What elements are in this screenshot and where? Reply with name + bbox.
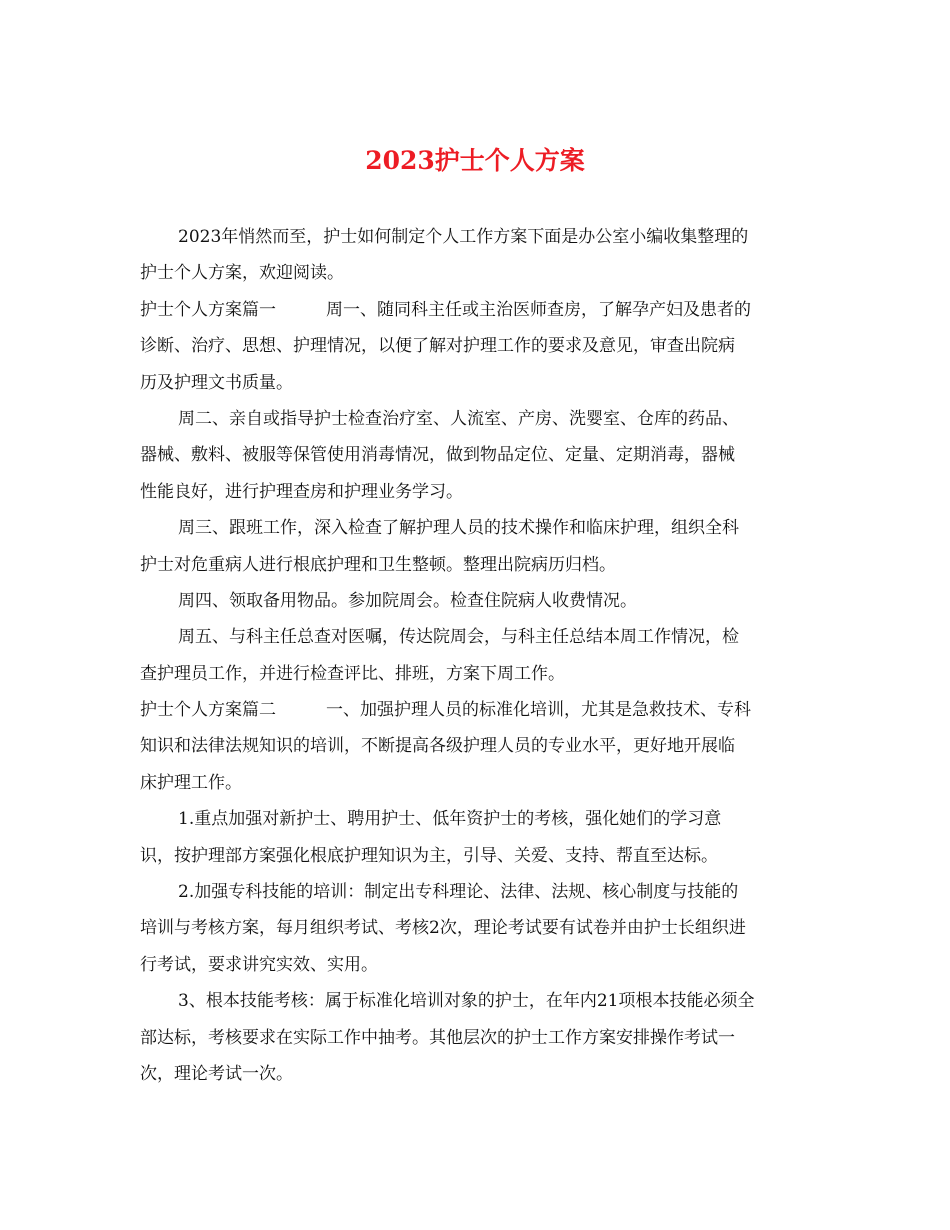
paragraph-line: 性能良好，进行护理查房和护理业务学习。 (140, 481, 463, 502)
section2-heading-line (140, 692, 810, 728)
paragraph-line: 次，理论考试一次。 (140, 1063, 293, 1084)
intro-line: 2023年悄然而至，护士如何制定个人工作方案下面是办公室小编收集整理的 (178, 227, 749, 247)
paragraph-line: 查护理员工作，并进行检查评比、排班，方案下周工作。 (140, 663, 565, 684)
paragraph-line: 知识和法律法规知识的培训，不断提高各级护理人员的专业水平，更好地开展临 (140, 736, 735, 757)
section2-heading: 护士个人方案篇二 (140, 700, 276, 721)
paragraph-line: 周三、跟班工作，深入检查了解护理人员的技术操作和临床护理，组织全科 (178, 518, 739, 539)
section1-heading: 护士个人方案篇一 (140, 299, 276, 320)
paragraph-line: 1.重点加强对新护士、聘用护士、低年资护士的考核，强化她们的学习意 (178, 809, 722, 830)
paragraph-line: 行考试，要求讲究实效、实用。 (140, 954, 378, 975)
paragraph-line: 周二、亲自或指导护士检查治疗室、人流室、产房、洗婴室、仓库的药品、 (178, 408, 739, 429)
document-body (140, 219, 810, 1092)
intro-line: 护士个人方案，欢迎阅读。 (140, 263, 344, 284)
paragraph-line: 护士对危重病人进行根底护理和卫生整顿。整理出院病历归档。 (140, 554, 616, 575)
paragraph-line: 器械、敷料、被服等保管使用消毒情况，做到物品定位、定量、定期消毒，器械 (140, 445, 735, 466)
document-title: 2023护士个人方案 (365, 146, 585, 175)
paragraph-line: 诊断、治疗、思想、护理情况，以便了解对护理工作的要求及意见，审查出院病 (140, 336, 735, 357)
paragraph-line: 历及护理文书质量。 (140, 372, 293, 393)
section1-heading-line (140, 292, 810, 328)
paragraph-line: 周四、领取备用物品。参加院周会。检查住院病人收费情况。 (178, 590, 637, 611)
section2-first-text: 一、加强护理人员的标准化培训，尤其是急救技术、专科 (326, 700, 751, 721)
paragraph-line: 识，按护理部方案强化根底护理知识为主，引导、关爱、支持、帮直至达标。 (140, 845, 718, 866)
paragraph-line: 部达标，考核要求在实际工作中抽考。其他层次的护士工作方案安排操作考试一 (140, 1027, 735, 1048)
paragraph-line: 周五、与科主任总查对医嘱，传达院周会，与科主任总结本周工作情况，检 (178, 627, 739, 648)
paragraph-line: 培训与考核方案，每月组织考试、考核2次，理论考试要有试卷并由护士长组织进 (140, 918, 746, 939)
section1-first-text: 周一、随同科主任或主治医师查房，了解孕产妇及患者的 (326, 299, 751, 320)
paragraph-line: 床护理工作。 (140, 772, 242, 793)
paragraph-line: 3、根本技能考核：属于标准化培训对象的护士，在年内21项根本技能必须全 (178, 991, 755, 1012)
paragraph-line: 2.加强专科技能的培训：制定出专科理论、法律、法规、核心制度与技能的 (178, 882, 739, 903)
